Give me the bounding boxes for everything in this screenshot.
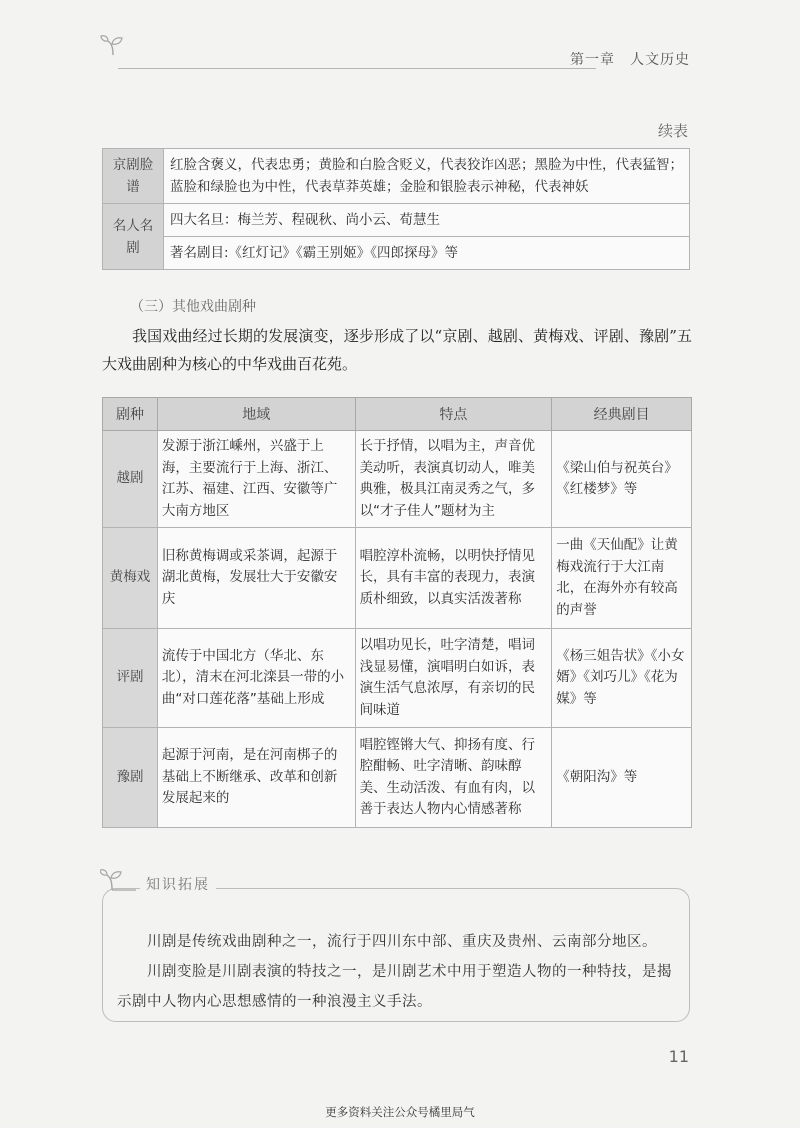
extension-paragraph: 川剧变脸是川剧表演的特技之一，是川剧艺术中用于塑造人物的一种特技，是揭示剧中人物内心思想感情的一种浪漫主义手法。	[117, 964, 672, 1010]
page-number: 11	[668, 1047, 689, 1066]
extension-header	[100, 866, 690, 896]
table-row	[103, 204, 690, 237]
genre-cell: 评剧	[103, 629, 158, 728]
header-rule	[118, 68, 596, 69]
sprout-icon	[100, 866, 140, 896]
chapter-title: 第一章 人文历史	[570, 52, 690, 68]
row-content: 四大名旦：梅兰芳、程砚秋、尚小云、荀慧生	[164, 204, 690, 237]
table-header-row	[103, 398, 692, 431]
region-cell: 发源于浙江嵊州，兴盛于上海，主要流行于上海、浙江、江苏、福建、江西、安徽等广大南方地区	[157, 431, 355, 528]
row-category: 京剧脸谱	[103, 149, 164, 204]
footer-note: 更多资料关注公众号橘里局气	[325, 1105, 475, 1119]
section-subheading: （三）其他戏曲剧种	[130, 299, 256, 315]
table-row	[103, 431, 692, 528]
genre-cell: 黄梅戏	[103, 528, 158, 629]
genre-cell: 豫剧	[103, 728, 158, 828]
features-cell: 唱腔铿锵大气、抑扬有度、行腔酣畅、吐字清晰、韵味醇美、生动活泼、有血有肉，以善于表达人物内心情感著称	[355, 728, 552, 828]
classics-cell: 《梁山伯与祝英台》《红楼梦》等	[552, 431, 692, 528]
classics-cell: 《杨三姐告状》《小女婿》《刘巧儿》《花为媒》等	[552, 629, 692, 728]
opera-table-continued	[102, 148, 690, 270]
table-row	[103, 237, 690, 270]
region-cell: 流传于中国北方（华北、东北），清末在河北滦县一带的小曲“对口莲花落”基础上形成	[157, 629, 355, 728]
row-content: 红脸含褒义，代表忠勇；黄脸和白脸含贬义，代表狡诈凶恶；黑脸为中性，代表猛智；蓝脸和绿脸也为中性，代表草莽英雄；金脸和银脸表示神秘，代表神妖	[164, 149, 690, 204]
page-header	[100, 30, 690, 70]
features-cell: 以唱功见长，吐字清楚，唱词浅显易懂，演唱明白如诉，表演生活气息浓厚，有亲切的民间味道	[355, 629, 552, 728]
region-cell: 起源于河南，是在河南梆子的基础上不断继承、改革和创新发展起来的	[157, 728, 355, 828]
sprout-icon	[100, 34, 126, 56]
genre-cell: 越剧	[103, 431, 158, 528]
extension-title: 知识拓展	[140, 874, 216, 894]
knowledge-extension-box	[102, 888, 690, 1022]
row-content: 著名剧目:《红灯记》《霸王别姬》《四郎探母》等	[164, 237, 690, 270]
table-row	[103, 528, 692, 629]
features-cell: 唱腔淳朴流畅，以明快抒情见长，具有丰富的表现力，表演质朴细致，以真实活泼著称	[355, 528, 552, 629]
opera-genres-table	[102, 397, 692, 828]
table-row	[103, 629, 692, 728]
section-paragraph: 我国戏曲经过长期的发展演变，逐步形成了以“京剧、越剧、黄梅戏、评剧、豫剧”五大戏曲剧种为核心的中华戏曲百花苑。	[102, 327, 692, 373]
column-header: 地域	[157, 398, 355, 431]
column-header: 剧种	[103, 398, 158, 431]
table-row	[103, 149, 690, 204]
row-category: 名人名剧	[103, 204, 164, 270]
column-header: 特点	[355, 398, 552, 431]
features-cell: 长于抒情，以唱为主，声音优美动听，表演真切动人，唯美典雅，极具江南灵秀之气，多以“才子佳人”题材为主	[355, 431, 552, 528]
region-cell: 旧称黄梅调或采茶调，起源于湖北黄梅，发展壮大于安徽安庆	[157, 528, 355, 629]
classics-cell: 《朝阳沟》等	[552, 728, 692, 828]
column-header: 经典剧目	[552, 398, 692, 431]
classics-cell: 一曲《天仙配》让黄梅戏流行于大江南北，在海外亦有较高的声誉	[552, 528, 692, 629]
table-row	[103, 728, 692, 828]
extension-paragraph: 川剧是传统戏曲剧种之一，流行于四川东中部、重庆及贵州、云南部分地区。	[147, 934, 657, 950]
continued-label: 续表	[657, 122, 688, 140]
